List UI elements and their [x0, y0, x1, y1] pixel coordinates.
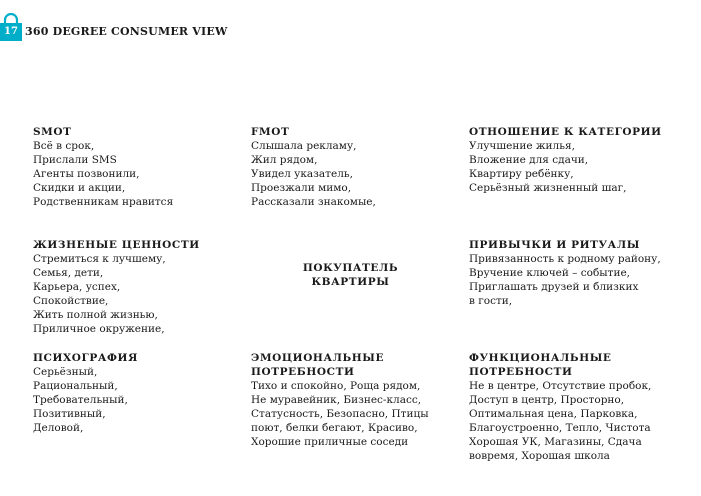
- category-attitude-line: Серьёзный жизненный шаг,: [469, 182, 627, 194]
- functional-needs-title: ФУНКЦИОНАЛЬНЫЕ: [469, 352, 612, 364]
- smot-line: Скидки и акции,: [33, 182, 126, 194]
- fmot-line: Слышала рекламу,: [251, 140, 357, 152]
- emotional-needs-line: поют, белки бегают, Красиво,: [251, 422, 418, 434]
- functional-needs-line: Не в центре, Отсутствие пробок,: [469, 380, 652, 392]
- life-values-line: Карьера, успех,: [33, 281, 121, 293]
- emotional-needs-line: Не муравейник, Бизнес-класс,: [251, 394, 422, 406]
- fmot-line: Рассказали знакомые,: [251, 196, 376, 208]
- life-values-line: Спокойствие,: [33, 295, 109, 307]
- emotional-needs-title: ПОТРЕБНОСТИ: [251, 366, 355, 378]
- fmot-line: Жил рядом,: [251, 154, 318, 166]
- category-attitude-line: Вложение для сдачи,: [469, 154, 589, 166]
- life-values-line: Стремиться к лучшему,: [33, 253, 166, 265]
- category-attitude-line: Улучшение жилья,: [469, 140, 575, 152]
- psychography-line: Серьёзный,: [33, 366, 98, 378]
- habits-rituals-title: ПРИВЫЧКИ И РИТУАЛЫ: [469, 239, 640, 251]
- functional-needs-line: Оптимальная цена, Парковка,: [469, 408, 638, 420]
- functional-needs-line: Благоустроенно, Тепло, Чистота: [469, 422, 651, 434]
- center-label: [278, 261, 423, 289]
- category-attitude-block: [469, 125, 694, 195]
- functional-needs-line: вовремя, Хорошая школа: [469, 450, 610, 462]
- emotional-needs-block: [251, 351, 463, 449]
- emotional-needs-line: Хорошие приличные соседи: [251, 436, 409, 448]
- center-label-line: ПОКУПАТЕЛЬ: [302, 262, 399, 274]
- smot-line: Родственникам нравится: [33, 196, 174, 208]
- smot-block: [33, 125, 243, 209]
- smot-line: Прислали SMS: [33, 154, 117, 166]
- category-attitude-line: Квартиру ребёнку,: [469, 168, 574, 180]
- habits-rituals-line: в гости,: [469, 295, 513, 307]
- habits-rituals-block: [469, 238, 694, 308]
- smot-line: Всё в срок,: [33, 140, 95, 152]
- life-values-block: [33, 238, 243, 336]
- life-values-line: Жить полной жизнью,: [33, 309, 158, 321]
- psychography-title: ПСИХОГРАФИЯ: [33, 352, 138, 364]
- psychography-block: [33, 351, 243, 435]
- functional-needs-title: ПОТРЕБНОСТИ: [469, 366, 573, 378]
- psychography-line: Требовательный,: [33, 394, 128, 406]
- page-title: 360 DEGREE CONSUMER VIEW: [25, 25, 228, 38]
- psychography-line: Рациональный,: [33, 380, 118, 392]
- habits-rituals-line: Вручение ключей – событие,: [469, 267, 631, 279]
- smot-line: Агенты позвонили,: [33, 168, 140, 180]
- life-values-line: Семья, дети,: [33, 267, 104, 279]
- functional-needs-block: [469, 351, 694, 463]
- habits-rituals-line: Приглашать друзей и близких: [469, 281, 639, 293]
- psychography-line: Позитивный,: [33, 408, 106, 420]
- emotional-needs-line: Тихо и спокойно, Роща рядом,: [251, 380, 421, 392]
- emotional-needs-title: ЭМОЦИОНАЛЬНЫЕ: [251, 352, 385, 364]
- page-number-badge: [0, 13, 22, 41]
- fmot-title: FMOT: [251, 126, 290, 138]
- fmot-line: Увидел указатель,: [251, 168, 353, 180]
- functional-needs-line: Хорошая УК, Магазины, Сдача: [469, 436, 642, 448]
- smot-title: SMOT: [33, 126, 72, 138]
- habits-rituals-line: Привязанность к родному району,: [469, 253, 661, 265]
- functional-needs-line: Доступ в центр, Просторно,: [469, 394, 625, 406]
- page-number: 17: [4, 26, 18, 37]
- category-attitude-title: ОТНОШЕНИЕ К КАТЕГОРИИ: [469, 126, 662, 138]
- psychography-line: Деловой,: [33, 422, 84, 434]
- fmot-line: Проезжали мимо,: [251, 182, 352, 194]
- emotional-needs-line: Статусность, Безопасно, Птицы: [251, 408, 429, 420]
- life-values-title: ЖИЗНЕНЫЕ ЦЕННОСТИ: [33, 239, 200, 251]
- center-label-line: КВАРТИРЫ: [311, 276, 390, 288]
- fmot-block: [251, 125, 461, 209]
- page-header: [0, 13, 228, 41]
- life-values-line: Приличное окружение,: [33, 323, 165, 335]
